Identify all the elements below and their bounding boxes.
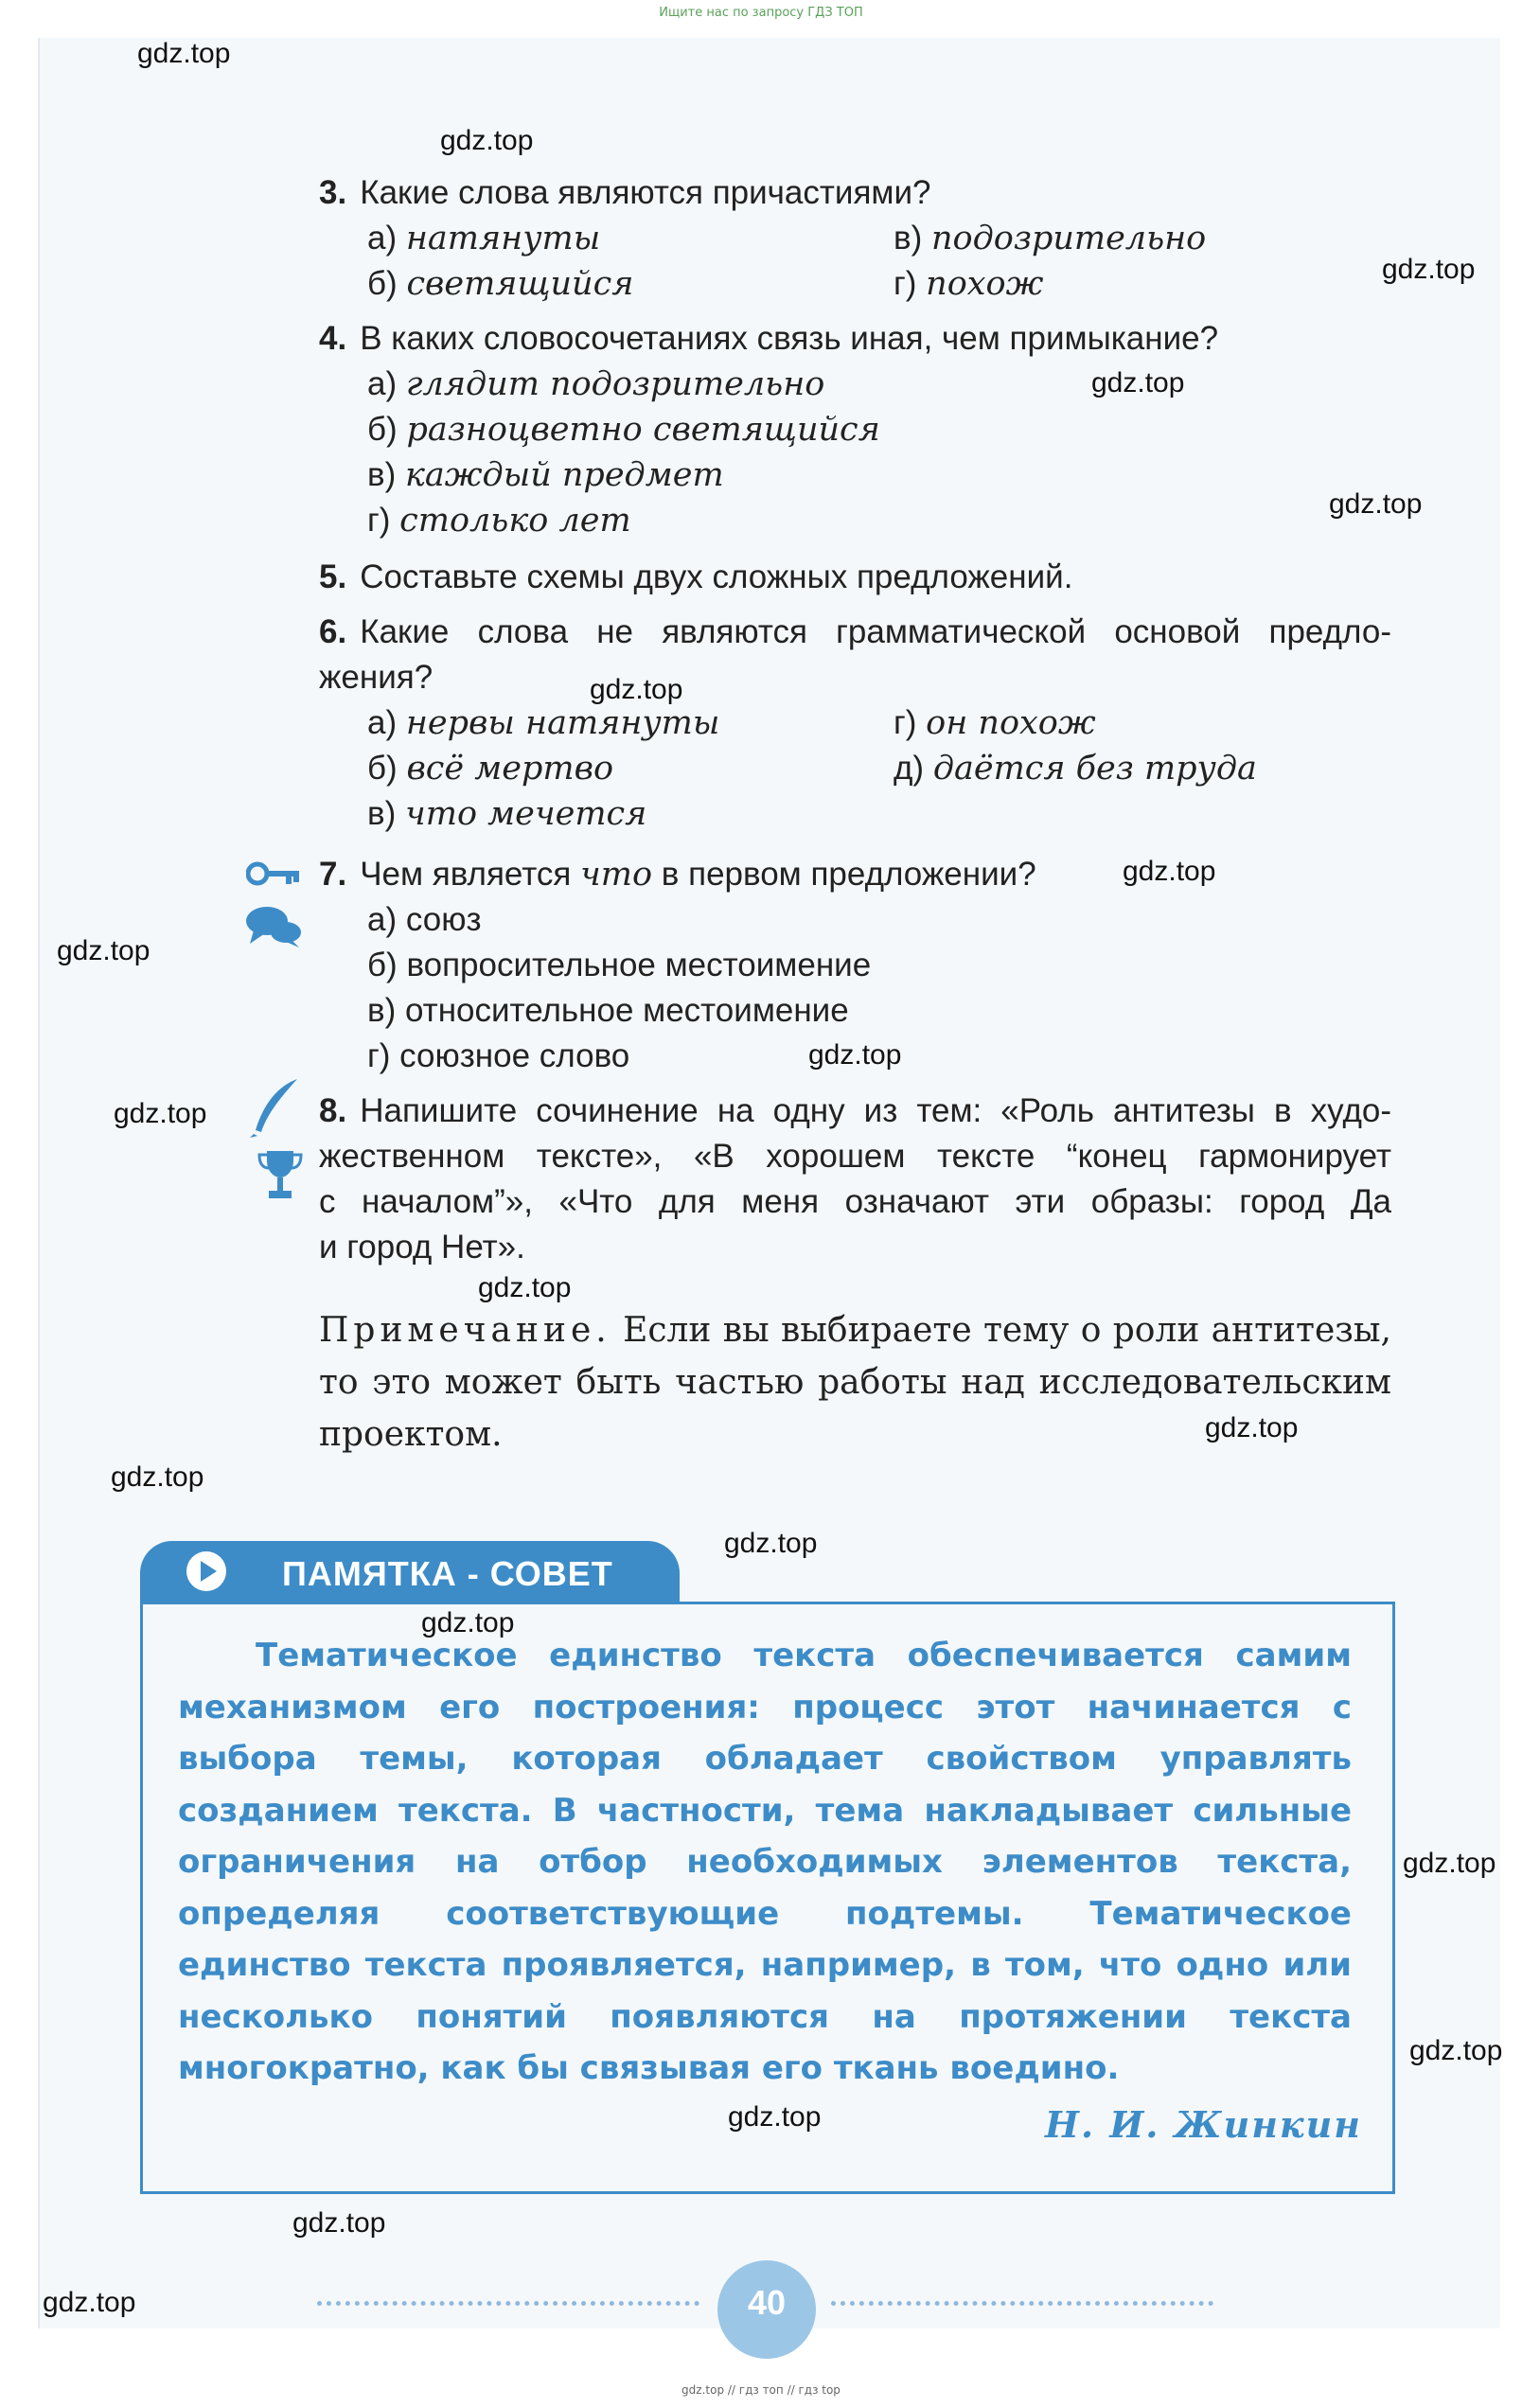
option-answer: он похож [926, 704, 1096, 742]
watermark: gdz.top [440, 125, 534, 156]
option [367, 992, 849, 1030]
option [367, 502, 631, 540]
option-answer: относительное местоимение [404, 992, 849, 1029]
option-answer: даётся без труда [932, 750, 1257, 788]
question-text: Какие слова являются причастиями? [360, 174, 931, 211]
watermark: gdz.top [1091, 367, 1185, 398]
option [894, 220, 1206, 257]
option [894, 704, 1096, 742]
option-letter: а) [367, 901, 398, 938]
watermark: gdz.top [728, 2101, 822, 2133]
option-answer: глядит подозрительно [405, 365, 825, 403]
option-letter: в) [367, 795, 397, 832]
memo-text [178, 1630, 1352, 2095]
watermark: gdz.top [43, 2287, 136, 2318]
question-8-line: с началом”», «Что для меня означают эти образы: город Да [319, 1183, 1391, 1220]
play-icon [186, 1550, 227, 1592]
option-answer: похож [926, 265, 1044, 303]
watermark: gdz.top [808, 1039, 902, 1071]
question-text: в первом предложении? [652, 856, 1036, 893]
watermark: gdz.top [1409, 2035, 1503, 2066]
option-letter: в) [894, 220, 923, 257]
option-answer: всё мертво [406, 750, 614, 788]
dotted-line-right [831, 2301, 1213, 2306]
option [367, 947, 871, 984]
bottom-banner: gdz.top // гдз топ // гдз top [681, 2383, 841, 2397]
question-text: Напишите сочинение на одну из тем: «Роль антитезы в худо- [360, 1092, 1391, 1129]
question-6 [319, 613, 1391, 651]
option [367, 1037, 629, 1075]
question-number: 8. [319, 1092, 347, 1129]
question-8-line: и город Нет». [319, 1229, 525, 1266]
option-answer: разноцветно светящийся [406, 411, 880, 449]
option [367, 456, 724, 494]
option [367, 265, 633, 303]
option [367, 411, 880, 449]
question-text: Составьте схемы двух сложных предложений. [360, 558, 1073, 595]
question-7 [319, 856, 1036, 894]
watermark: gdz.top [57, 935, 150, 966]
watermark: gdz.top [292, 2207, 386, 2239]
watermark: gdz.top [114, 1098, 207, 1129]
key-icon [246, 858, 301, 890]
option-letter: б) [367, 947, 398, 983]
question-8-line: жественном тексте», «В хорошем тексте “конец гармонирует [319, 1138, 1391, 1175]
watermark: gdz.top [590, 674, 683, 705]
watermark: gdz.top [1123, 856, 1216, 887]
option-letter: а) [367, 365, 398, 402]
memo-body: Тематическое единство текста обеспечивается самим механизмом его построения: процесс этот начинается с выбора темы, которая обладает свойством управлять созданием текста. В частности, тема накладывает сильные ограничения на отбор необходимых элементов текста, определяя соответствующие подтемы. Тематическое единство текста проявляется, например, в том, что одно или несколько понятий появляются на протяжении текста многократно, как бы связывая его ткань воедино. [178, 1637, 1352, 2087]
question-6-continuation: жения? [319, 659, 434, 696]
question-number: 4. [319, 320, 347, 357]
watermark: gdz.top [1403, 1848, 1496, 1879]
watermark: gdz.top [1329, 488, 1423, 520]
question-text-italic: что [580, 856, 653, 894]
page-number: 40 [747, 2283, 787, 2322]
option-letter: г) [367, 1037, 391, 1074]
option [367, 795, 646, 833]
option-answer: союз [405, 901, 482, 938]
option-letter: б) [367, 411, 398, 448]
question-text: В каких словосочетаниях связь иная, чем примыкание? [360, 320, 1219, 357]
option-letter: б) [367, 265, 398, 302]
option-answer: вопросительное местоимение [406, 947, 872, 983]
option [367, 704, 719, 742]
trophy-icon [257, 1147, 303, 1206]
option-answer: светящийся [406, 265, 634, 303]
watermark: gdz.top [421, 1607, 515, 1638]
option-letter: в) [367, 992, 397, 1029]
option-letter: б) [367, 750, 398, 787]
note-lead: Примечание. [319, 1311, 611, 1350]
option-answer: нервы натянуты [405, 704, 720, 742]
watermark: gdz.top [724, 1528, 818, 1559]
question-text: Чем является [360, 856, 581, 893]
option-answer: столько лет [399, 502, 631, 540]
option [367, 220, 600, 257]
option-letter: д) [894, 750, 925, 787]
watermark: gdz.top [111, 1461, 204, 1493]
top-banner: Ищите нас по запросу ГДЗ ТОП [659, 6, 863, 20]
option [367, 365, 824, 403]
option-letter: а) [367, 704, 398, 741]
option-letter: г) [894, 265, 917, 302]
option [367, 750, 613, 788]
option-letter: г) [367, 502, 391, 539]
quill-pen-icon [248, 1077, 303, 1140]
dotted-line-left [317, 2301, 699, 2306]
option-letter: а) [367, 220, 398, 257]
question-4 [319, 320, 1218, 358]
option-letter: г) [894, 704, 917, 741]
option-answer: каждый предмет [404, 456, 724, 494]
question-number: 5. [319, 558, 347, 595]
option-answer: подозрительно [930, 220, 1207, 257]
speech-bubbles-icon [244, 904, 303, 949]
question-8 [319, 1092, 1391, 1130]
watermark: gdz.top [1205, 1412, 1299, 1443]
option-letter: в) [367, 456, 397, 493]
option-answer: что мечется [404, 795, 647, 833]
question-text: Какие слова не являются грамматической основой предло- [360, 613, 1391, 650]
option-answer: натянуты [405, 220, 601, 257]
option-answer: союзное слово [399, 1037, 630, 1074]
option [894, 265, 1043, 303]
question-number: 6. [319, 613, 347, 650]
watermark: gdz.top [478, 1272, 572, 1303]
memo-title: ПАМЯТКА - СОВЕТ [282, 1554, 613, 1593]
question-5 [319, 558, 1072, 596]
note-text: Если вы выбираете тему о роли антитезы, то это может быть частью работы над исследовательским проектом. [319, 1311, 1391, 1454]
watermark: gdz.top [1382, 254, 1476, 285]
option [894, 750, 1257, 788]
question-3 [319, 174, 930, 212]
question-number: 7. [319, 856, 347, 893]
memo-author: Н. И. Жинкин [1045, 2103, 1362, 2146]
watermark: gdz.top [137, 38, 231, 69]
question-number: 3. [319, 174, 347, 211]
option [367, 901, 482, 939]
